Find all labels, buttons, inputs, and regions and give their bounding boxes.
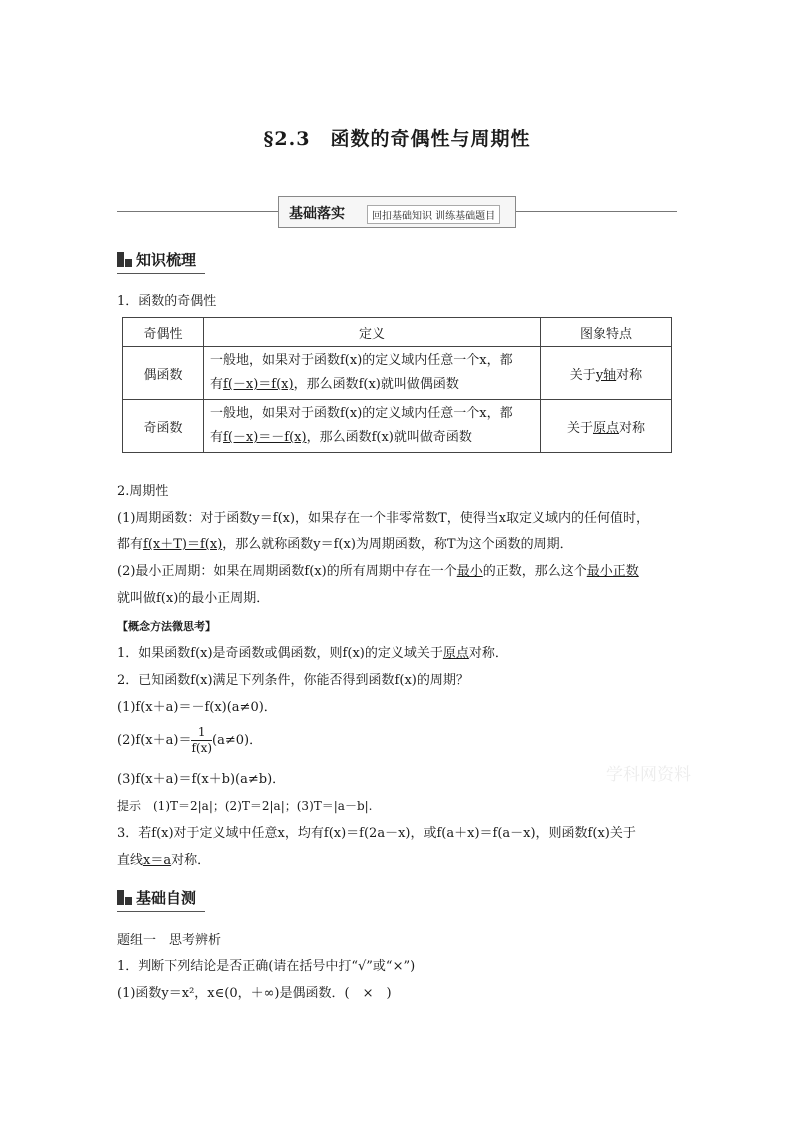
watermark: 学科网资料 — [606, 765, 691, 785]
think-heading: 【概念方法微思考】 — [117, 620, 216, 633]
odd-feature: 关于原点对称 — [541, 400, 672, 453]
odd-name: 奇函数 — [123, 400, 204, 453]
think-q1: 1．如果函数f(x)是奇函数或偶函数，则f(x)的定义域关于原点对称． — [117, 646, 508, 661]
think-q3-line1: 3．若f(x)对于定义域中任意x，均有f(x)＝f(2a－x)，或f(a＋x)＝f(a－x)，则函数f(x)关于 — [117, 826, 636, 841]
fraction: $\frac{1}{f(x)}$ — [191, 725, 213, 755]
think-c3: (3)f(x＋a)＝f(x＋b)(a≠b)． — [117, 772, 286, 787]
section-square-icon — [117, 252, 132, 267]
parity-heading: 1．函数的奇偶性 — [117, 294, 217, 309]
section-banner — [117, 196, 677, 228]
test-group-title: 题组一 思考辨析 — [117, 933, 222, 948]
header-cell: 奇偶性 — [123, 318, 204, 347]
think-hint: 提示 (1)T＝2|a|；(2)T＝2|a|；(3)T＝|a－b|. — [117, 799, 373, 813]
period-p2-line1: (2)最小正周期：如果在周期函数f(x)的所有周期中存在一个最小的正数，那么这个最小正数 — [117, 564, 639, 579]
even-definition: 一般地，如果对于函数f(x)的定义域内任意一个x，都 有f(－x)＝f(x)，那么函数f(x)就叫做偶函数 — [204, 347, 541, 400]
think-c1: (1)f(x＋a)＝－f(x)(a≠0)． — [117, 700, 277, 715]
banner-rule-right — [516, 211, 677, 212]
even-name: 偶函数 — [123, 347, 204, 400]
header-cell: 定义 — [204, 318, 541, 347]
think-q2: 2．已知函数f(x)满足下列条件，你能否得到函数f(x)的周期？ — [117, 673, 469, 688]
think-c2: (2)f(x＋a)＝ $\frac{1}{f(x)}$ (a≠0)． — [117, 725, 263, 755]
page-title: §2.3 函数的奇偶性与周期性 — [263, 128, 531, 150]
banner-sub: 回扣基础知识 训练基础题目 — [367, 205, 500, 224]
table-row — [123, 400, 672, 453]
header-cell: 图象特点 — [541, 318, 672, 347]
banner-main: 基础落实 — [289, 206, 345, 222]
period-p1-line2: 都有f(x＋T)＝f(x)，那么就称函数y＝f(x)为周期函数，称T为这个函数的周期． — [117, 537, 573, 552]
table-header-row — [123, 318, 672, 347]
odd-definition: 一般地，如果对于函数f(x)的定义域内任意一个x，都 有f(－x)＝－f(x)，那么函数f(x)就叫做奇函数 — [204, 400, 541, 453]
test-q1: 1．判断下列结论是否正确(请在括号中打“√”或“×”) — [117, 959, 416, 974]
test-item-1: (1)函数y＝x²，x∈(0，＋∞)是偶函数．( × ) — [117, 986, 392, 1001]
period-p1-line1: (1)周期函数：对于函数y＝f(x)，如果存在一个非零常数T，使得当x取定义域内的任何值时， — [117, 511, 650, 526]
period-p2-line2: 就叫做f(x)的最小正周期． — [117, 591, 270, 606]
table-row — [123, 347, 672, 400]
period-heading: 2.周期性 — [117, 484, 169, 499]
banner-rule-left — [117, 211, 278, 212]
parity-table — [122, 317, 672, 453]
section-square-icon — [117, 890, 132, 905]
think-q3-line2: 直线x＝a对称． — [117, 853, 211, 868]
section-heading-knowledge: 知识梳理 — [117, 249, 205, 274]
banner-box — [278, 196, 516, 228]
section-heading-selftest: 基础自测 — [117, 887, 205, 912]
even-feature: 关于y轴对称 — [541, 347, 672, 400]
